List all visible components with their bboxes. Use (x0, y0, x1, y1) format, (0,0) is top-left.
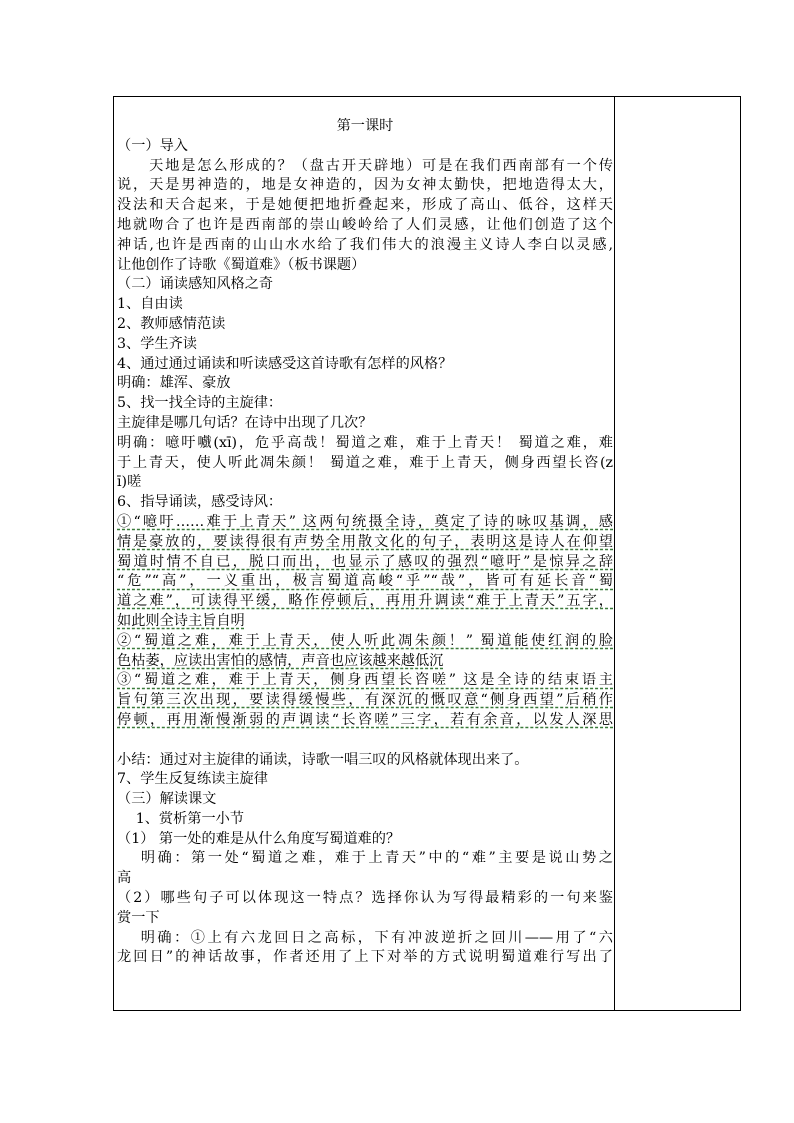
text-line: 3、学生齐读 (117, 335, 197, 352)
text-line (117, 652, 613, 672)
text-line: 主旋律是哪几句话？在诗中出现了几次？ (117, 414, 373, 431)
text-line: （1） 第一处的难是从什么角度写蜀道难的？ (117, 830, 401, 847)
highlighted-text: ③“蜀道之难，难于上青天，侧身西望长咨嗟” 这是全诗的结束语主 (117, 672, 613, 689)
highlighted-text: 如此则全诗主旨自明 (117, 612, 245, 629)
text-line (117, 671, 613, 691)
text-line: （三）解读课文 (117, 791, 217, 808)
text-line (117, 533, 613, 553)
highlighted-text: ②“蜀道之难，难于上青天，使人听此凋朱颜！” 蜀道能使红润的脸 (117, 632, 613, 649)
text-line (117, 553, 613, 573)
text-line: 于上青天，使人听此凋朱颜！ 蜀道之难，难于上青天，侧身西望长咨(z (117, 454, 613, 471)
text-line: 4、通过通过诵读和听读感受这首诗歌有怎样的风格？ (117, 355, 453, 372)
lesson-text (117, 137, 613, 968)
text-line: 没法和天合起来，于是她便把地折叠起来，形成了高山、低谷，这样天 (117, 197, 613, 214)
highlighted-text: ①“噫吁……难于上青天” 这两句统摄全诗，奠定了诗的咏叹基调，感 (117, 513, 613, 530)
text-line (117, 691, 613, 711)
text-line (117, 572, 613, 592)
text-line (117, 731, 613, 751)
highlighted-text: “危”“高”，一义重出，极言蜀道高峻“乎”“哉”，皆可有延长音“蜀 (117, 573, 613, 590)
text-line: 赏一下 (117, 909, 160, 926)
table-column-divider (614, 97, 615, 1010)
lesson-table (113, 96, 741, 1011)
highlighted-text: 旨句第三次出现，要读得缓慢些，有深沉的慨叹意“侧身西望”后稍作 (117, 692, 613, 709)
text-line (117, 711, 613, 731)
text-line: 2、教师感情范读 (117, 315, 226, 332)
text-line: ī)嗟 (117, 474, 142, 491)
text-line: 6、指导诵读，感受诗风： (117, 494, 283, 511)
text-line: 1、赏析第一小节 (117, 810, 245, 827)
lesson-title: 第一课时 (336, 118, 394, 134)
text-line (117, 513, 613, 533)
text-line (117, 592, 613, 612)
text-line: 明确：雄浑、豪放 (117, 375, 231, 392)
text-line: 高 (117, 870, 132, 887)
text-line: 明确：第一处“蜀道之难，难于上青天”中的“难”主要是说山势之 (117, 850, 613, 867)
highlighted-text: 停顿，再用渐慢渐弱的声调读“长咨嗟”三字，若有余音，以发人深思 (117, 711, 613, 728)
text-line: 天地是怎么形成的？（盘古开天辟地）可是在我们西南部有一个传 (117, 157, 613, 174)
text-line: 神话,也许是西南的山山水水给了我们伟大的浪漫主义诗人李白以灵感, (117, 236, 613, 253)
text-line: （二）诵读感知风格之奇 (117, 276, 274, 293)
text-line: 小结：通过对主旋律的诵读，诗歌一唱三叹的风格就体现出来了。 (117, 751, 529, 768)
text-line: 5、找一找全诗的主旋律： (117, 395, 283, 412)
text-line: （一）导入 (117, 137, 188, 154)
text-line (117, 632, 613, 652)
lesson-content (117, 117, 613, 968)
text-line: （2）哪些句子可以体现这一特点？选择你认为写得最精彩的一句来鉴 (117, 890, 613, 907)
text-line: 让他创作了诗歌《蜀道难》（板书课题） (117, 256, 366, 273)
text-line: 说，天是男神造的，地是女神造的，因为女神太勤快，把地造得太大， (117, 177, 613, 194)
text-line: 地就吻合了也许是西南部的崇山峻岭给了人们灵感，让他们创造了这个 (117, 216, 613, 233)
text-line: 1、自由读 (117, 296, 183, 313)
highlighted-text: 蜀道时情不自已，脱口而出，也显示了感叹的强烈“噫吁”是惊异之辞 (117, 553, 613, 570)
highlighted-text: 道之难”，可读得平缓，略作停顿后，再用升调读“难于上青天”五字， (117, 593, 613, 610)
highlighted-text: 色枯萎，应读出害怕的感情，声音也应该越来越低沉 (117, 652, 444, 669)
text-line: 明确：①上有六龙回日之高标，下有冲波逆折之回川——用了“六 (117, 929, 613, 946)
text-line (117, 612, 613, 632)
text-line: 明确：噫吁嚱(xī)，危乎高哉！蜀道之难，难于上青天！ 蜀道之难，难 (117, 434, 613, 451)
highlighted-text: 情是豪放的，要读得很有声势全用散文化的句子，表明这是诗人在仰望 (117, 533, 613, 550)
text-line: 7、学生反复练读主旋律 (117, 771, 268, 788)
text-line: 龙回日”的神话故事，作者还用了上下对举的方式说明蜀道难行写出了 (117, 949, 613, 966)
